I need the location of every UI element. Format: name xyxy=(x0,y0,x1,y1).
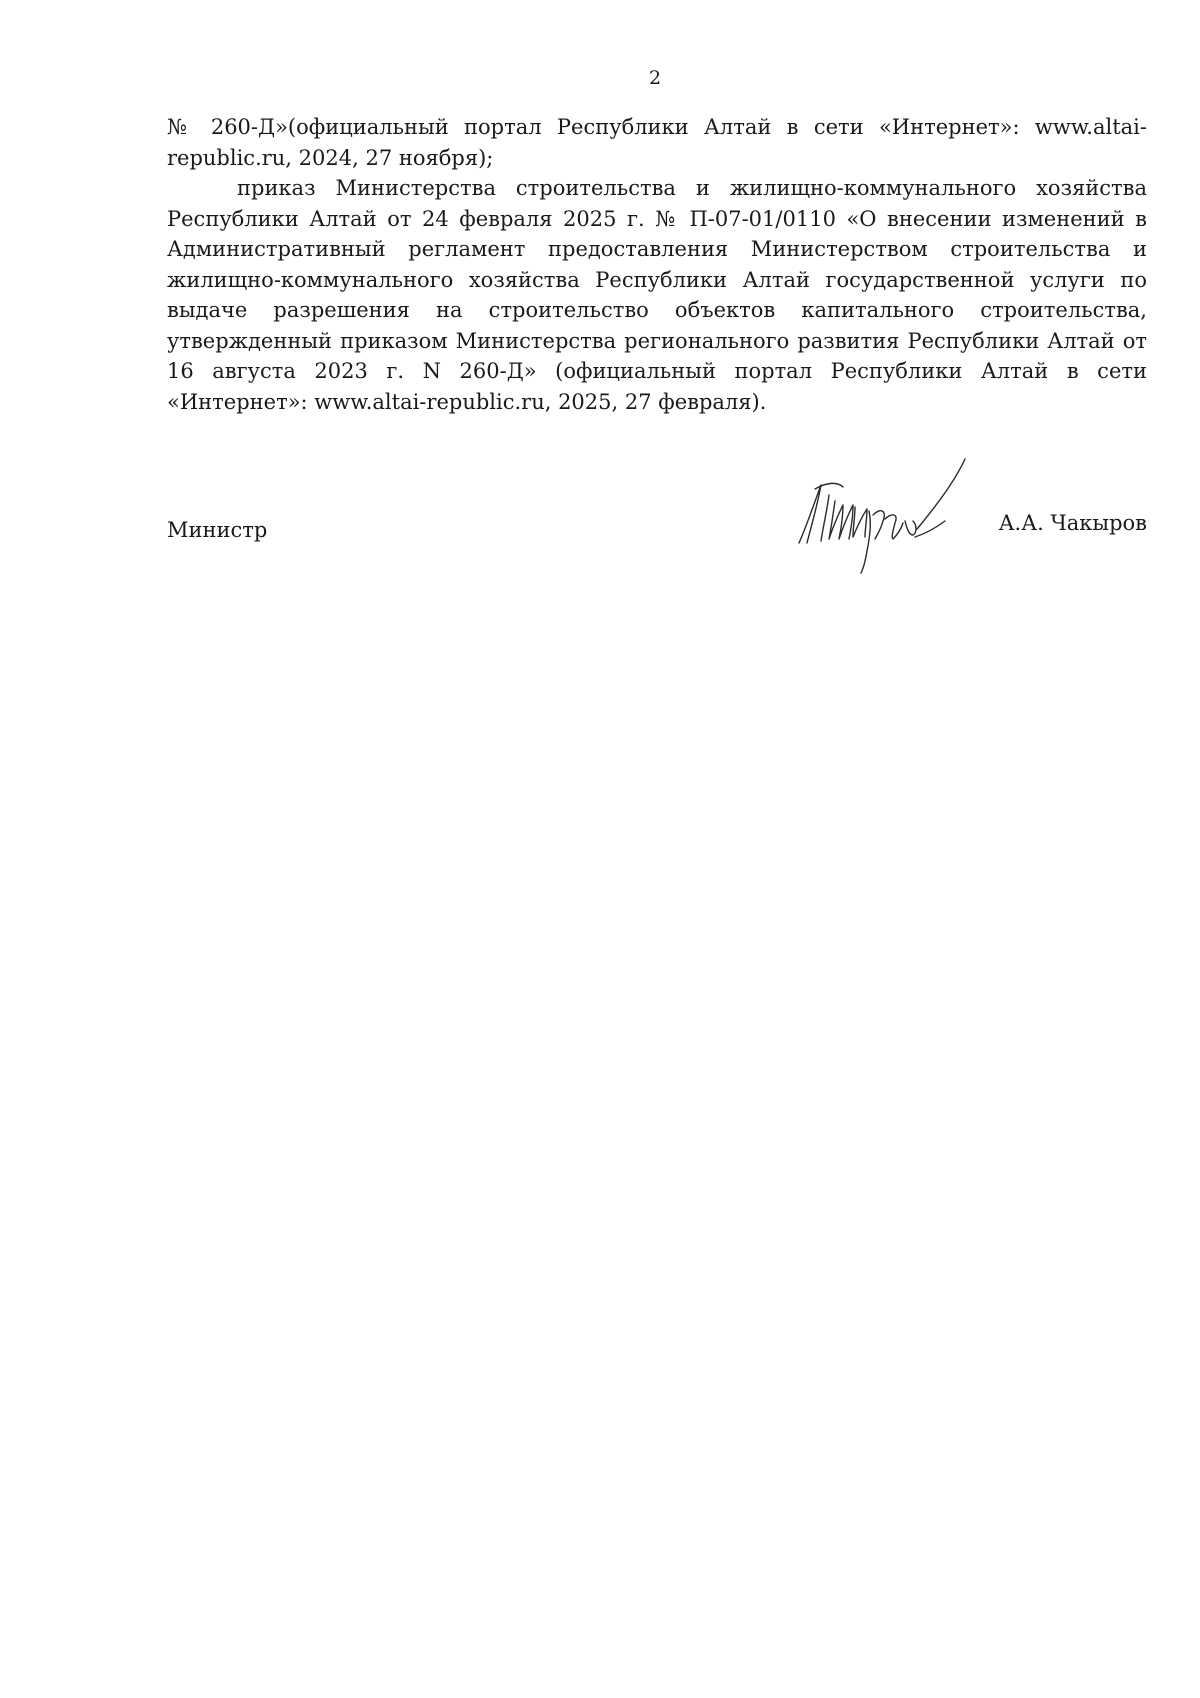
handwritten-signature-icon xyxy=(777,455,977,575)
document-body xyxy=(167,112,1147,417)
signature-block xyxy=(167,455,1147,575)
paragraph-order-amendment: приказ Министерства строительства и жилищно-коммунального хозяйства Республики Алтай от 24 февраля 2025 г. № П-07-01/0110 «О внесении изменений в Административный регламент предоставления Министерством строительства и жилищно-коммунального хозяйства Республики Алтай государственной услуги по выдаче разрешения на строительство объектов капитального строительства, утвержденный приказом Министерства регионального развития Республики Алтай от 16 августа 2023 г. N 260-Д» (официальный портал Республики Алтай в сети «Интернет»: www.altai-republic.ru, 2025, 27 февраля). xyxy=(167,176,1147,414)
page-number: 2 xyxy=(648,67,662,89)
signatory-position: Министр xyxy=(167,518,268,542)
paragraph-continuation: № 260-Д»(официальный портал Республики Алтай в сети «Интернет»: www.altai-republic.ru, 2024, 27 ноября); xyxy=(167,115,1147,170)
signatory-name: А.А. Чакыров xyxy=(998,511,1147,535)
